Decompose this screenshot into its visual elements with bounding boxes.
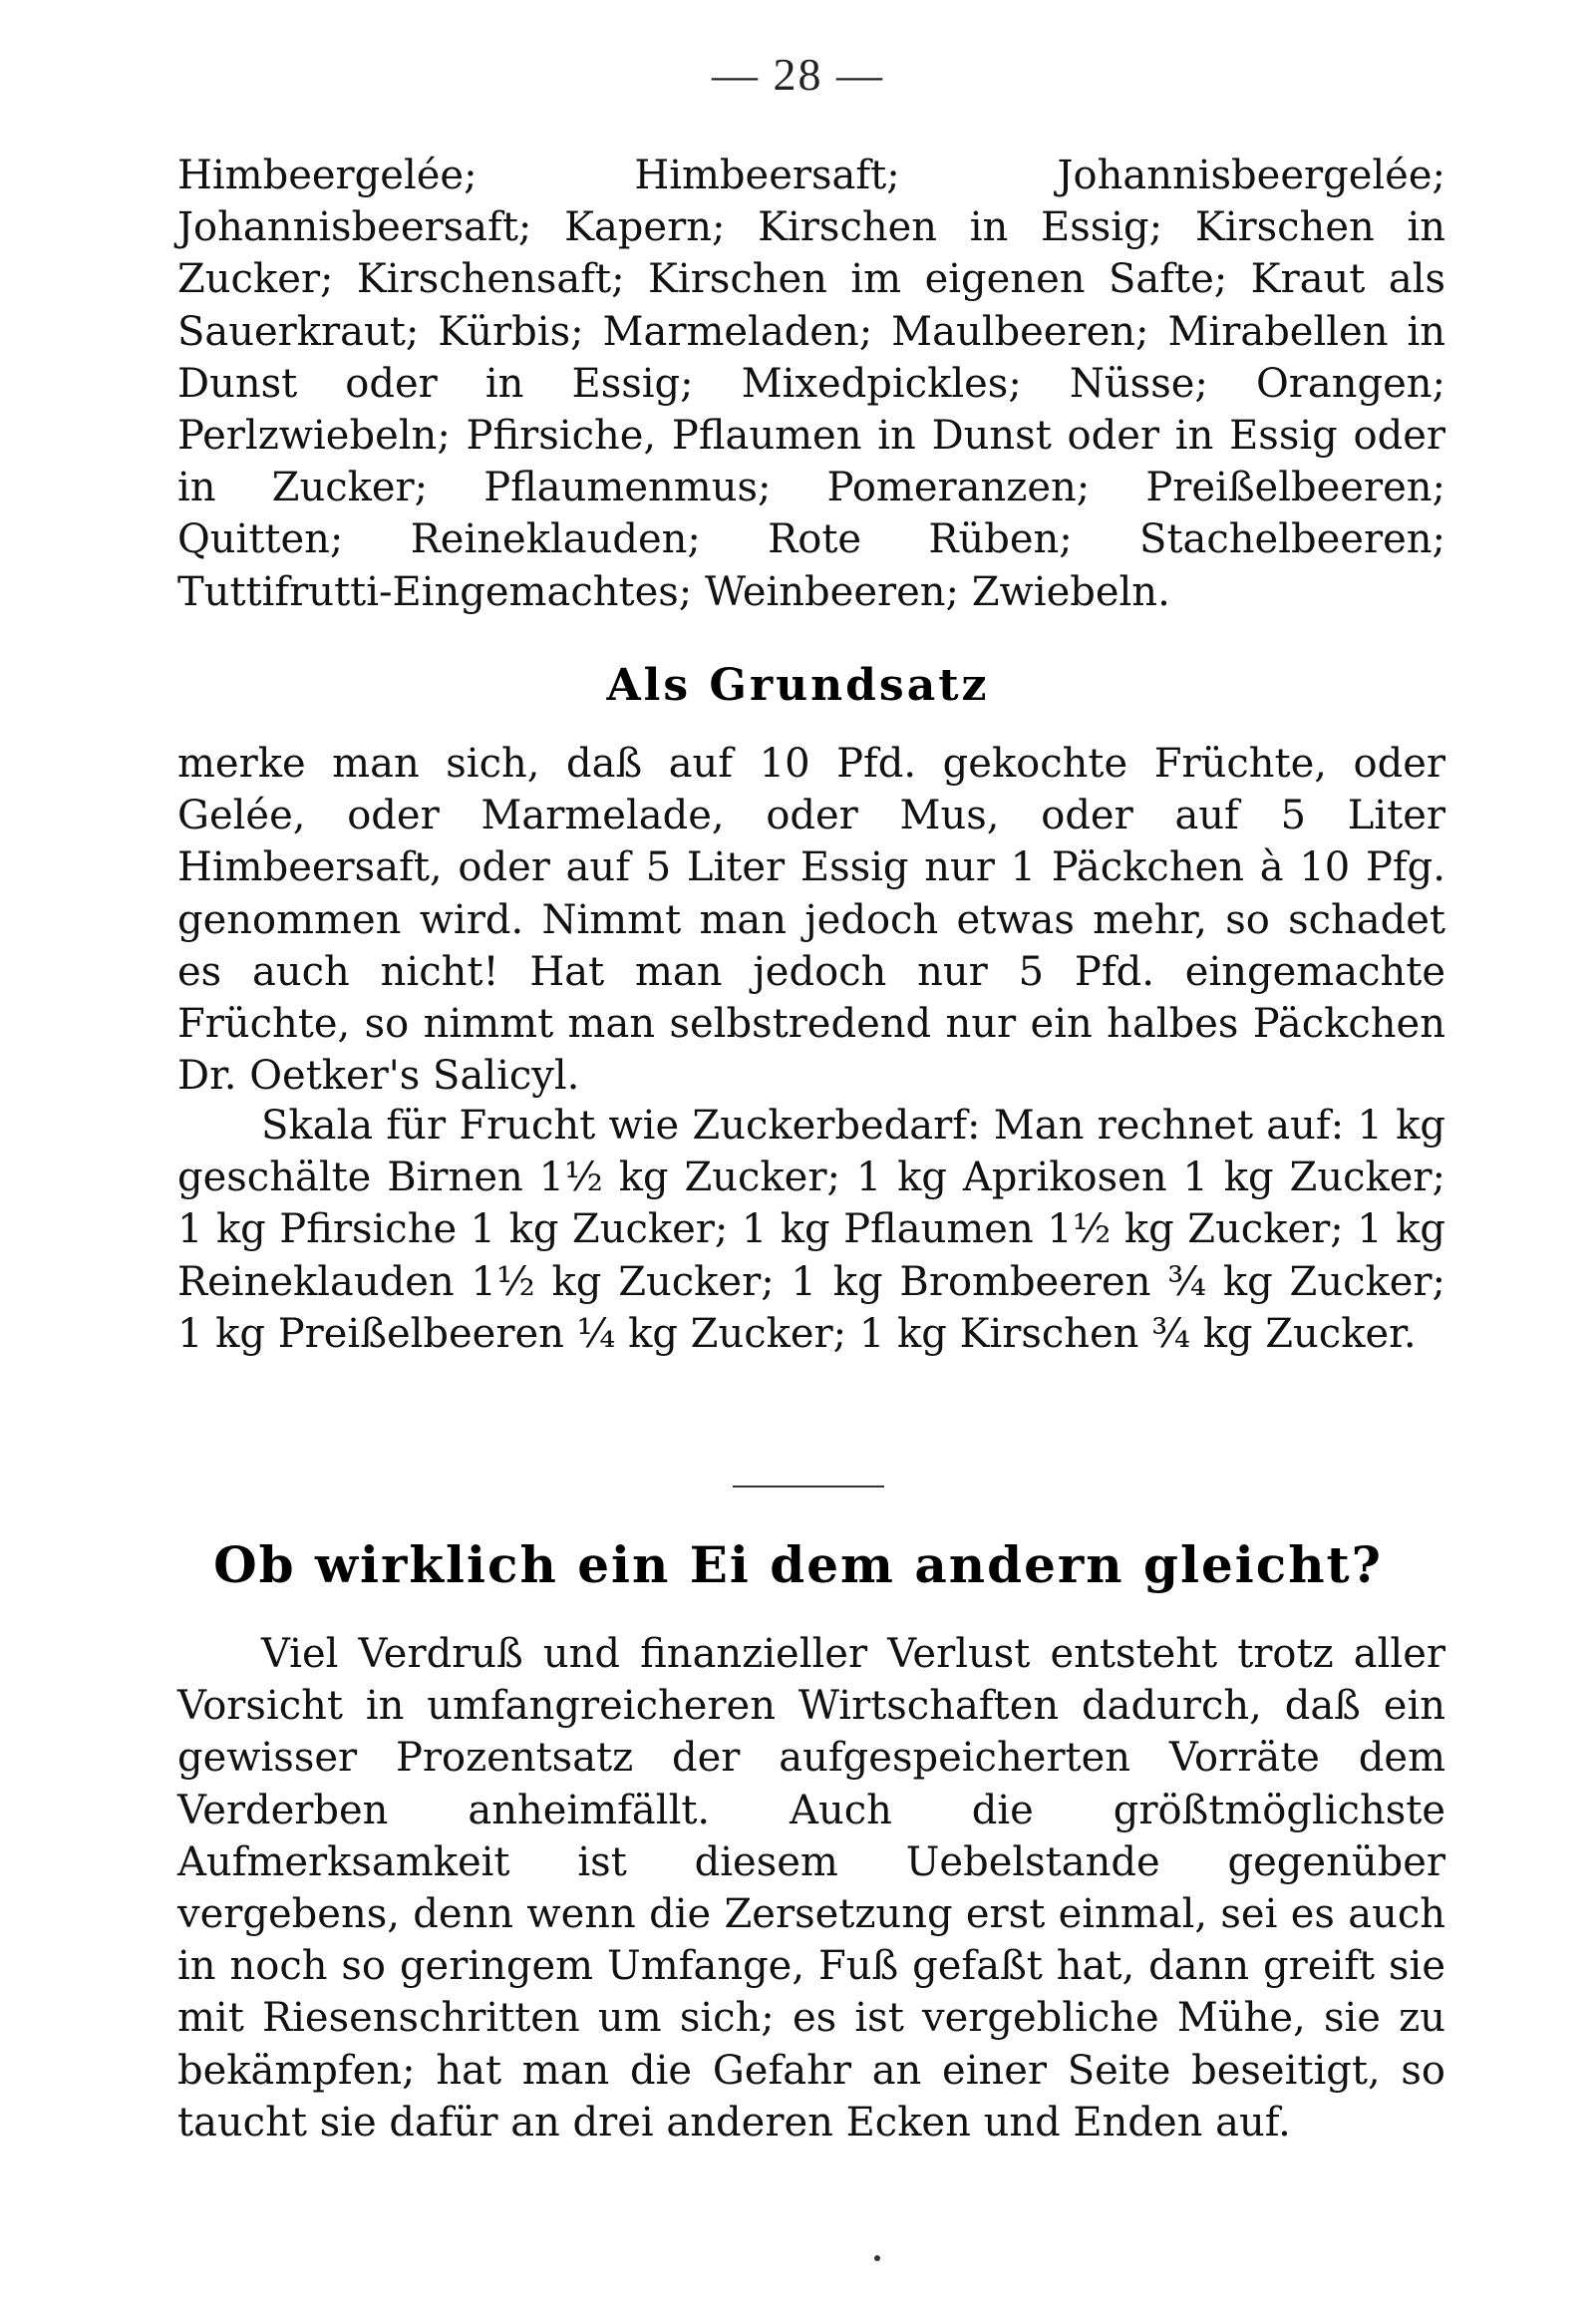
paragraph-grundsatz: merke man sich, daß auf 10 Pfd. gekochte Früchte, oder Gelée, oder Marmelade, oder Mus, oder auf 5 Liter Himbeersaft, oder auf 5 Liter Essig nur 1 Päckchen à 10 Pfg. genommen wird. Nimmt man jedoch etwas mehr, so schadet es auch nicht! Hat man jedoch nur 5 Pfd. eingemachte Früchte, so nimmt man selbstredend nur ein halbes Päckchen Dr. Oetker's Salicyl. bbox=[177, 741, 1445, 1100]
paragraph-sugar-scale: Skala für Frucht wie Zuckerbedarf: Man rechnet auf: 1 kg geschälte Birnen 1½ kg Zucker; 1 kg Aprikosen 1 kg Zucker; 1 kg Pfirsiche 1 kg Zucker; 1 kg Pflaumen 1½ kg Zucker; 1 kg Reineklauden 1½ kg Zucker; 1 kg Brombeeren ¾ kg Zucker; 1 kg Preißelbeeren ¼ kg Zucker; 1 kg Kirschen ¾ kg Zucker. bbox=[177, 1103, 1445, 1357]
print-speck bbox=[874, 2255, 880, 2261]
paragraph-eggs: Viel Verdruß und finanzieller Verlust entsteht trotz aller Vorsicht in umfangreicheren Wirtschaften dadurch, daß ein gewisser Prozentsatz der aufgespeicherten Vorräte dem Verderben anheimfällt. Auch die größtmöglichste Aufmerksamkeit ist diesem Uebelstande gegenüber vergebens, denn wenn die Zersetzung erst einmal, sei es auch in noch so geringem Umfange, Fuß gefaßt hat, dann greift sie mit Riesenschritten um sich; es ist vergebliche Mühe, sie zu bekämpfen; hat man die Gefahr an einer Seite beseitigt, so taucht sie dafür an drei anderen Ecken und Enden auf. bbox=[177, 1631, 1445, 2146]
page-number: — 28 — bbox=[712, 49, 884, 100]
section-divider bbox=[733, 1486, 884, 1488]
section-heading-grundsatz: Als Grundsatz bbox=[606, 660, 990, 711]
section-heading-eggs: Ob wirklich ein Ei dem andern gleicht? bbox=[213, 1535, 1383, 1594]
ingredient-list-paragraph: Himbeergelée; Himbeersaft; Johannisbeergelée; Johannisbeersaft; Kapern; Kirschen in Essig; Kirschen in Zucker; Kirschensaft; Kirschen im eigenen Safte; Kraut als Sauerkraut; Kürbis; Marmeladen; Maulbeeren; Mirabellen in Dunst oder in Essig; Mixedpickles; Nüsse; Orangen; Perlzwiebeln; Pfirsiche, Pflaumen in Dunst oder in Essig oder in Zucker; Pflaumenmus; Pomeranzen; Preißelbeeren; Quitten; Reineklauden; Rote Rüben; Stachelbeeren; Tuttifrutti-Eingemachtes; Weinbeeren; Zwiebeln. bbox=[177, 153, 1445, 615]
